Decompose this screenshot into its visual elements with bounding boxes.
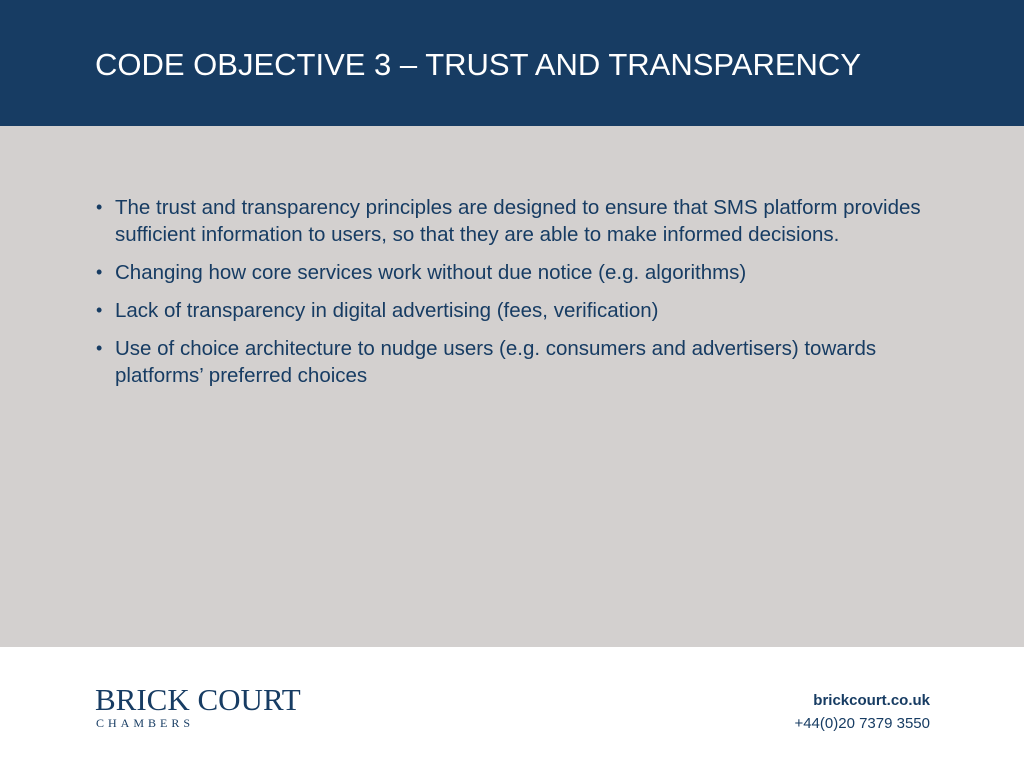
brick-court-logo: BRICK COURT bbox=[95, 682, 301, 717]
bullet-marker: • bbox=[96, 262, 103, 282]
list-item bbox=[94, 259, 934, 286]
slide-content bbox=[0, 126, 1024, 647]
slide-footer bbox=[0, 647, 1024, 768]
chambers-logo-subtitle: CHAMBERS bbox=[96, 716, 195, 730]
bullet-text: Changing how core services work without due notice (e.g. algorithms) bbox=[115, 261, 747, 284]
bullet-marker: • bbox=[96, 197, 103, 217]
bullet-text: Lack of transparency in digital advertising (fees, verification) bbox=[115, 299, 659, 322]
bullet-text: Use of choice architecture to nudge users (e.g. consumers and advertisers) towards platforms’ preferred choices bbox=[115, 337, 877, 387]
slide-title: CODE OBJECTIVE 3 – TRUST AND TRANSPARENCY bbox=[95, 47, 861, 82]
bullet-marker: • bbox=[96, 300, 103, 320]
phone-text: +44(0)20 7379 3550 bbox=[794, 715, 930, 732]
bullet-text: The trust and transparency principles are designed to ensure that SMS platform provides sufficient information to users, so that they are able to make informed decisions. bbox=[115, 196, 921, 246]
list-item bbox=[94, 194, 934, 248]
list-item bbox=[94, 297, 934, 324]
bullet-marker: • bbox=[96, 338, 103, 358]
contact-info bbox=[794, 689, 930, 735]
website-text: brickcourt.co.uk bbox=[813, 692, 930, 709]
slide-header bbox=[0, 0, 1024, 126]
bullet-list bbox=[94, 194, 934, 400]
list-item bbox=[94, 335, 934, 389]
